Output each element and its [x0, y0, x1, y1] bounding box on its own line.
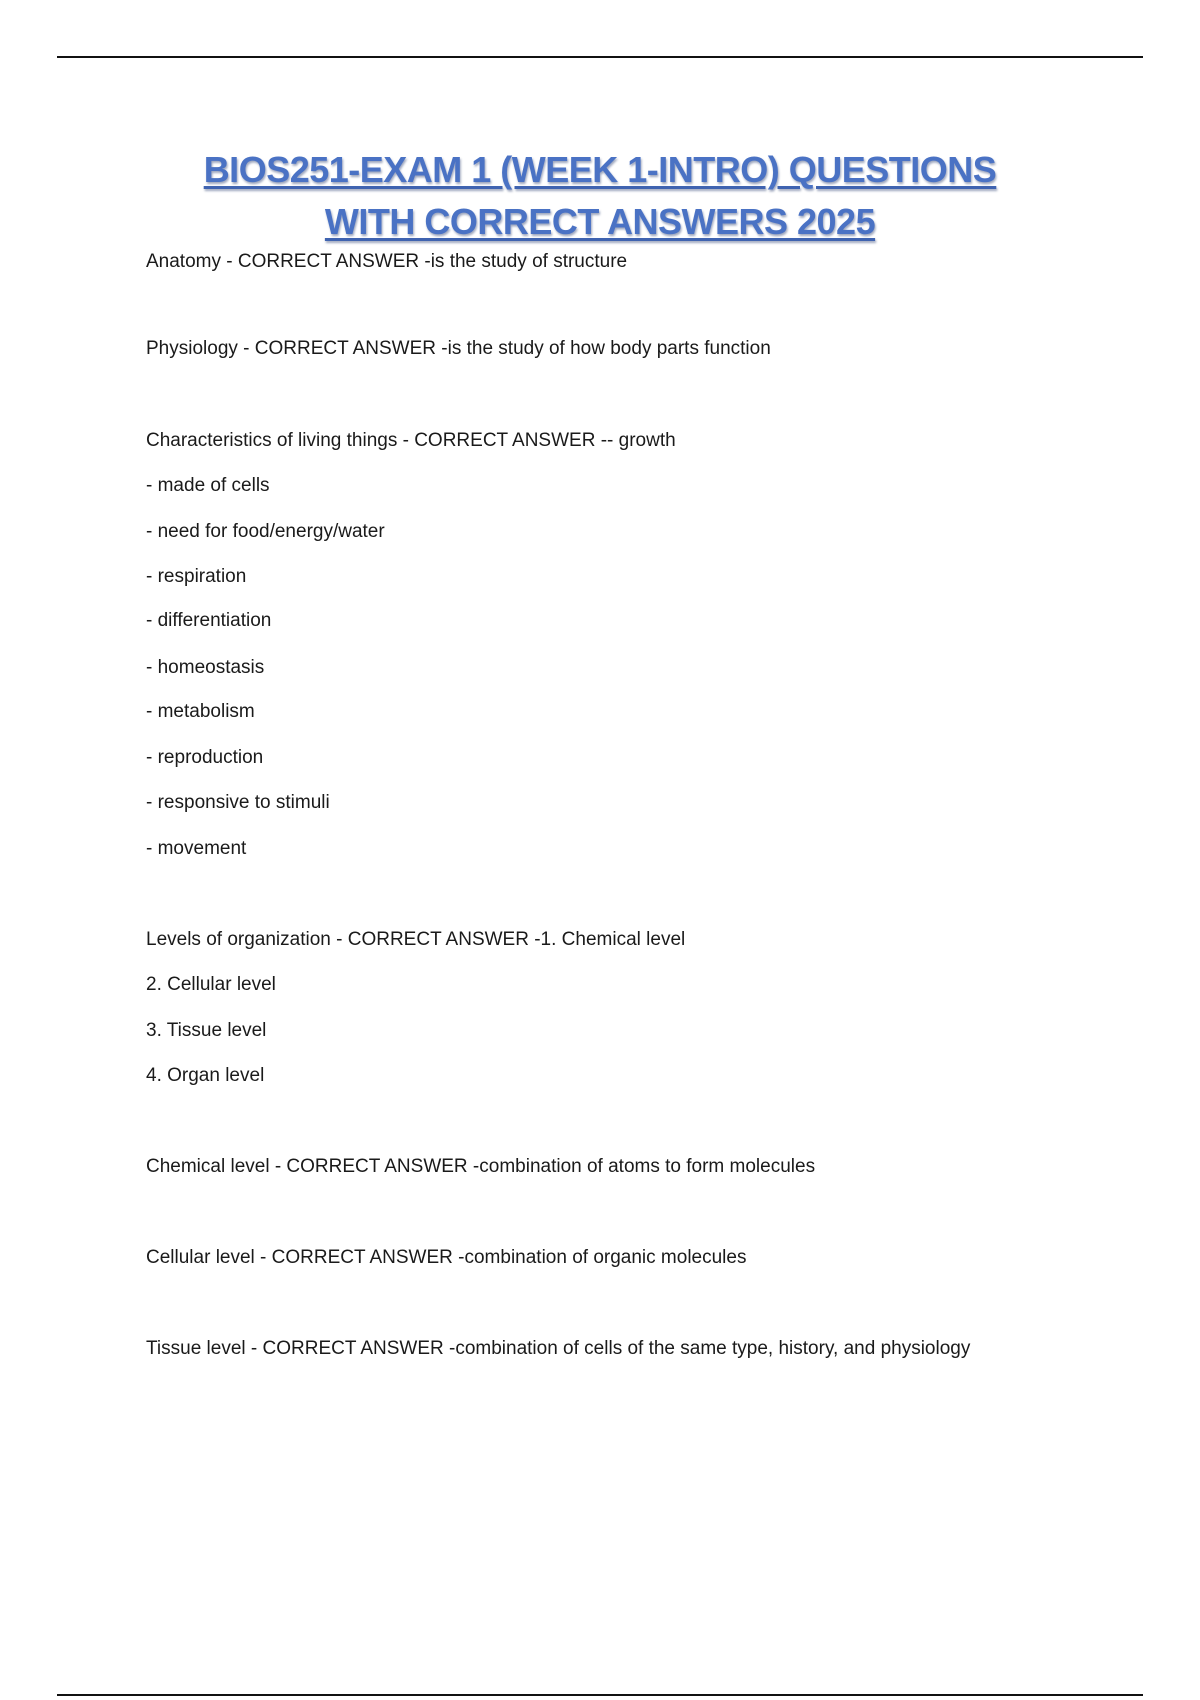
list-item: 4. Organ level [146, 1065, 265, 1086]
list-item: - made of cells [146, 475, 270, 496]
list-item: - need for food/energy/water [146, 521, 385, 542]
list-item: 3. Tissue level [146, 1020, 267, 1041]
title-line-1: BIOS251-EXAM 1 (WEEK 1-INTRO) QUESTIONS [203, 149, 997, 190]
list-item: - respiration [146, 566, 247, 587]
qa-levels-of-organization: Levels of organization - CORRECT ANSWER -1. Chemical level [146, 929, 686, 950]
qa-anatomy: Anatomy - CORRECT ANSWER -is the study of structure [146, 251, 628, 272]
document-title [0, 144, 1200, 248]
list-item: - responsive to stimuli [146, 792, 330, 813]
list-item: - differentiation [146, 610, 272, 631]
list-item: 2. Cellular level [146, 974, 276, 995]
list-item: - movement [146, 838, 247, 859]
bottom-rule [57, 1694, 1143, 1696]
list-item: - reproduction [146, 747, 264, 768]
top-rule [57, 56, 1143, 58]
list-item: - metabolism [146, 701, 255, 722]
qa-tissue-level: Tissue level - CORRECT ANSWER -combination of cells of the same type, history, and physiology [146, 1338, 971, 1359]
qa-cellular-level: Cellular level - CORRECT ANSWER -combination of organic molecules [146, 1247, 747, 1268]
qa-chemical-level: Chemical level - CORRECT ANSWER -combination of atoms to form molecules [146, 1156, 816, 1177]
qa-physiology: Physiology - CORRECT ANSWER -is the study of how body parts function [146, 338, 771, 359]
title-line-2: WITH CORRECT ANSWERS 2025 [324, 201, 876, 242]
qa-characteristics: Characteristics of living things - CORRECT ANSWER -- growth [146, 430, 676, 451]
list-item: - homeostasis [146, 657, 265, 678]
